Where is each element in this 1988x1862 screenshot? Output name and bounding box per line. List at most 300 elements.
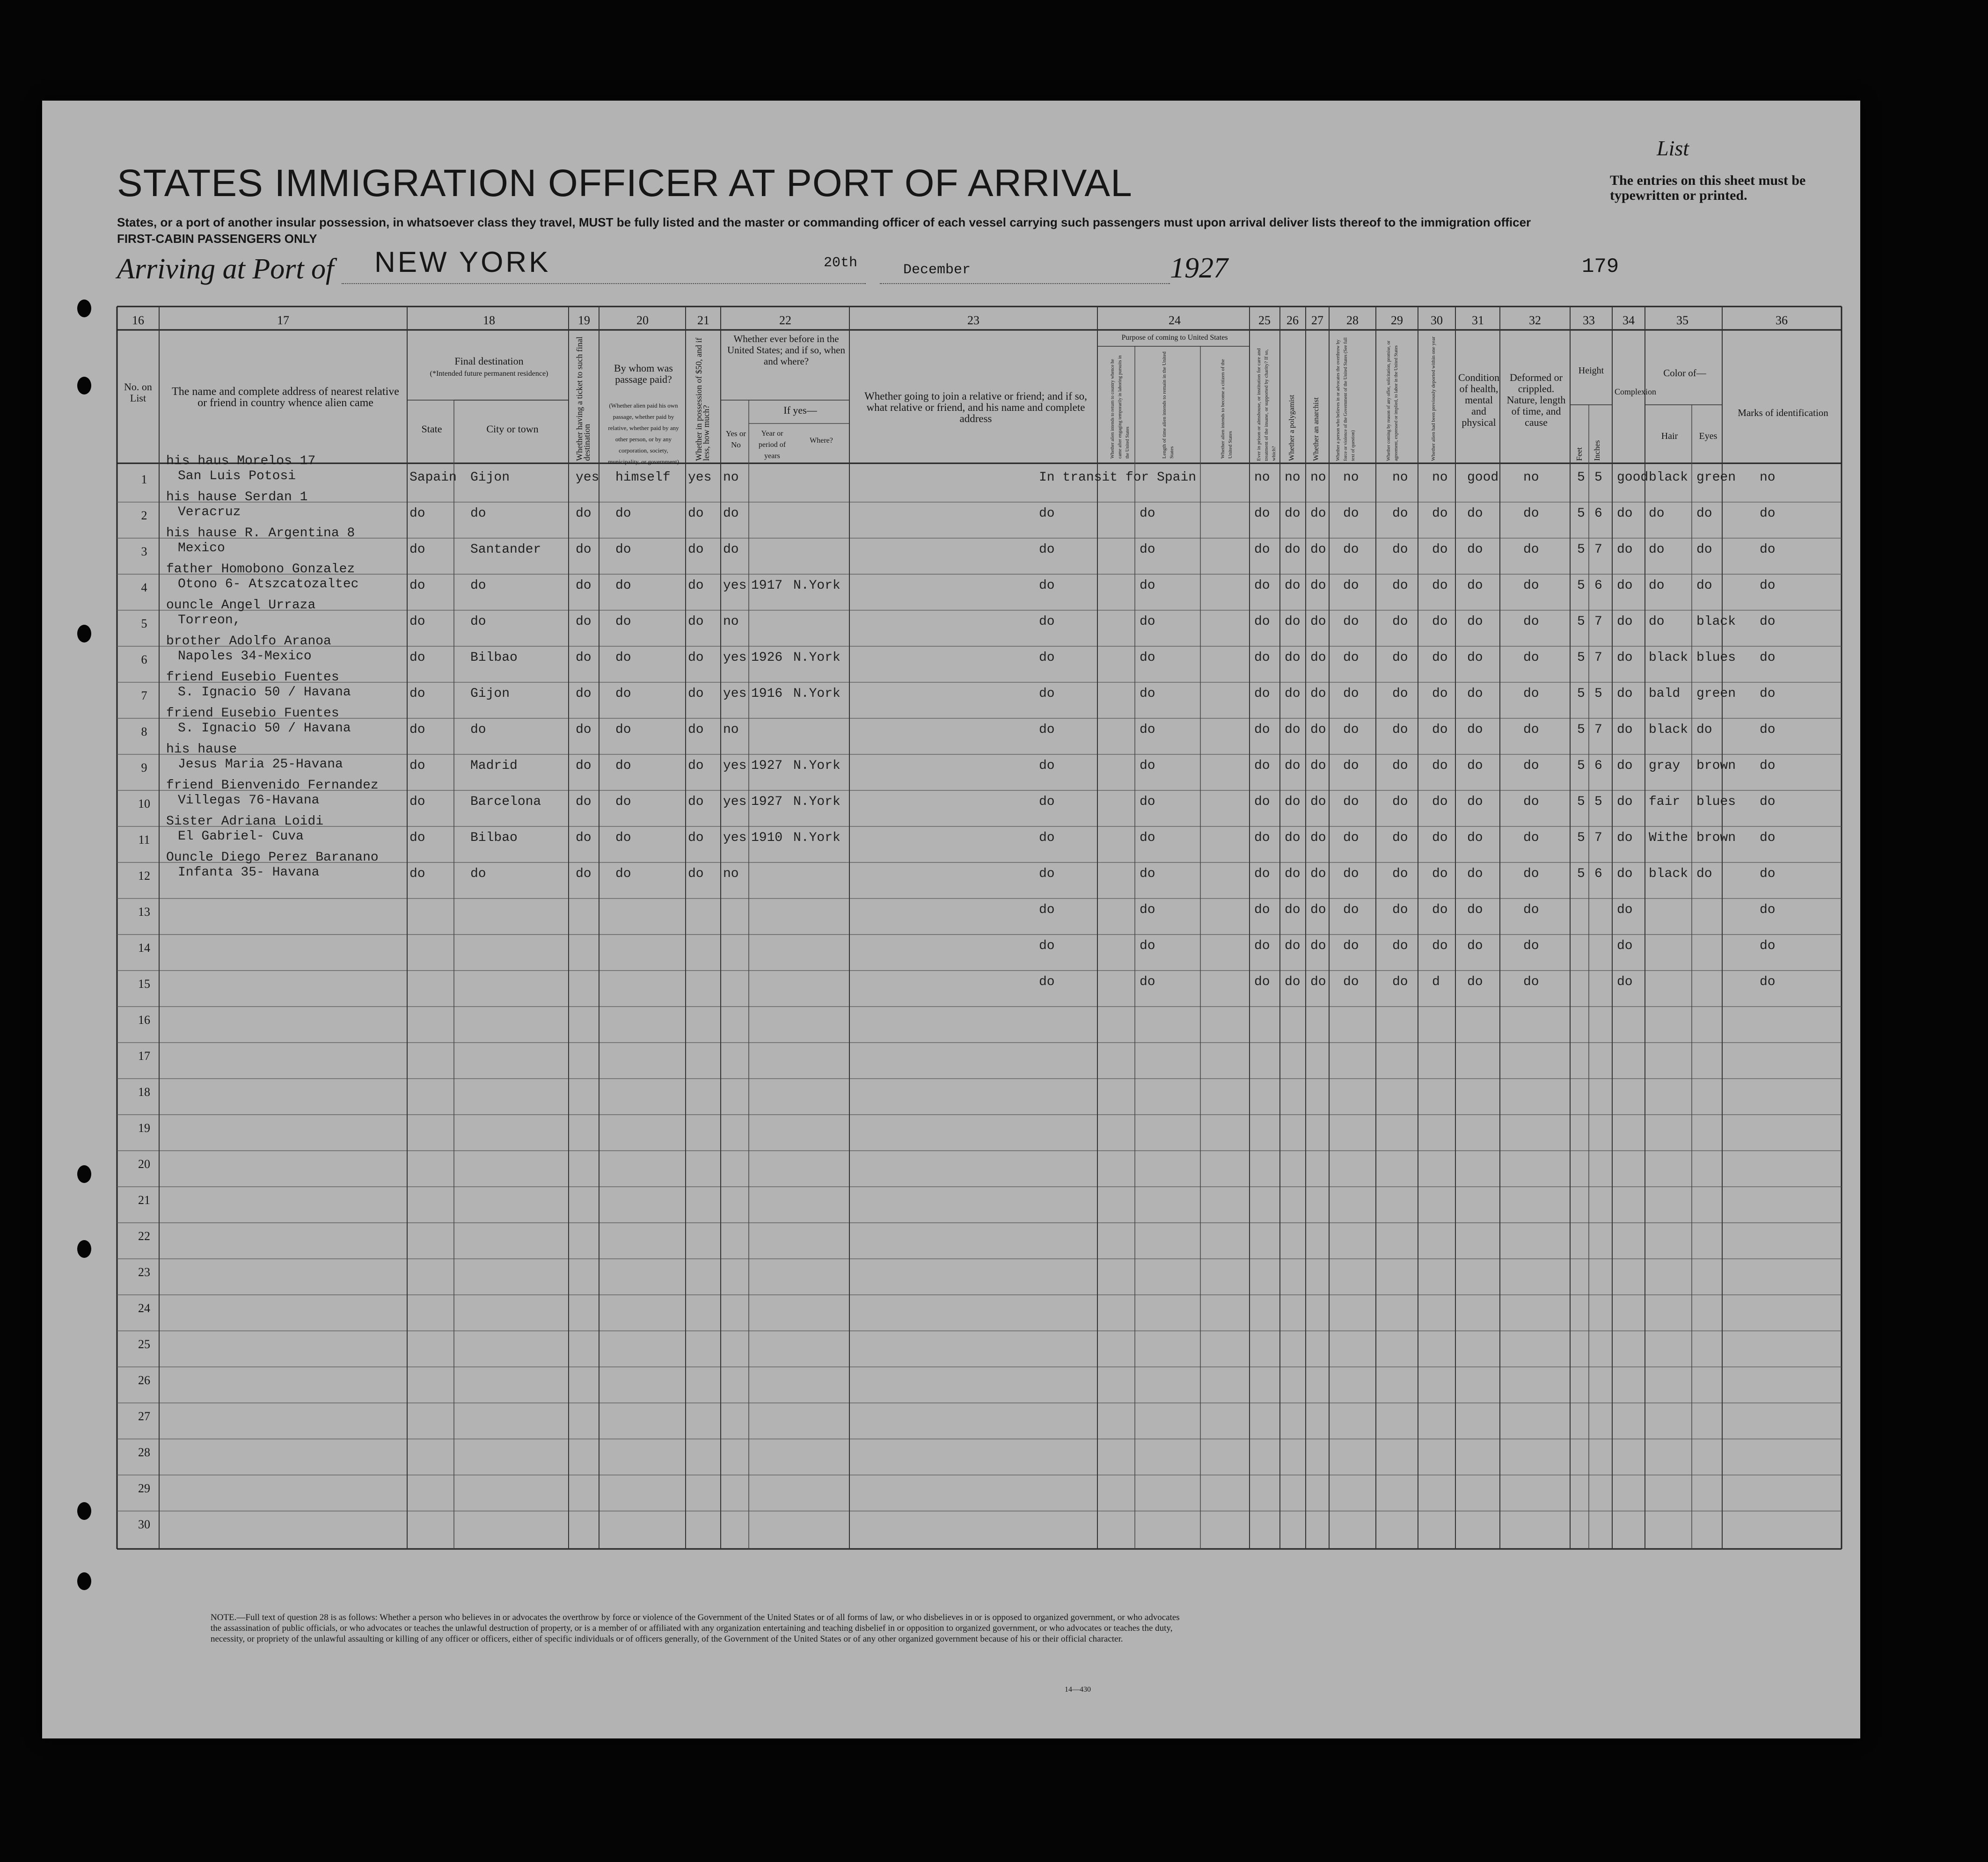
cell-eyes: green: [1696, 470, 1736, 485]
cell-q24: do: [1140, 542, 1155, 557]
cell-q30: no: [1432, 470, 1448, 485]
cell-before: yes: [723, 578, 747, 593]
cell-hair: bald: [1649, 686, 1681, 701]
cell-q29: do: [1392, 686, 1408, 701]
cell-joining: do: [1039, 686, 1055, 701]
cell-eyes: do: [1696, 506, 1712, 521]
cell-year: 1910: [751, 831, 783, 845]
header-where: Where?: [810, 437, 833, 445]
cell-q25: do: [1254, 506, 1270, 521]
column-number: 22: [779, 314, 791, 327]
cell-hair: do: [1649, 614, 1665, 629]
cell-inches: 7: [1594, 614, 1602, 629]
cell-q26: do: [1285, 542, 1301, 557]
cell-relative-1: his hause R. Argentina 8: [166, 526, 355, 540]
cell-deformed: do: [1523, 650, 1539, 665]
cell-deformed: do: [1523, 759, 1539, 773]
cell-year: 1916: [751, 686, 783, 701]
header-inches: Inches: [1593, 440, 1601, 461]
cell-state: do: [409, 542, 425, 557]
cell-eyes: do: [1696, 542, 1712, 557]
cell-q29: do: [1392, 939, 1408, 953]
cell-q29: do: [1392, 795, 1408, 809]
cell-deformed: do: [1523, 867, 1539, 881]
cell-health: do: [1467, 867, 1483, 881]
date-month: December: [903, 262, 971, 278]
cell-marks: do: [1760, 831, 1776, 845]
cell-marks: do: [1760, 903, 1776, 917]
row-number: 20: [138, 1157, 150, 1171]
header-purpose-a: Whether alien intends to return to country whence he came after engaging temporarily in laboring pursuits in the United States: [1110, 355, 1130, 459]
cell-before: yes: [723, 795, 747, 809]
cell-q26: do: [1285, 506, 1301, 521]
cell-before: yes: [723, 759, 747, 773]
cell-health: do: [1467, 650, 1483, 665]
cell-q27: do: [1310, 831, 1326, 845]
header-ticket: Whether having a ticket to such final destination: [575, 336, 592, 461]
cell-paid: do: [615, 795, 631, 809]
cell-where: N.York: [793, 578, 841, 593]
cell-fifty: do: [688, 831, 704, 845]
cell-health: do: [1467, 614, 1483, 629]
cell-deformed: do: [1523, 903, 1539, 917]
cell-eyes: brown: [1696, 759, 1736, 773]
cell-q28: do: [1343, 975, 1359, 989]
cell-q30: do: [1432, 614, 1448, 629]
cell-q30: do: [1432, 686, 1448, 701]
cell-q24: do: [1140, 867, 1155, 881]
entries-note: The entries on this sheet must be typewritten or printed.: [1610, 173, 1806, 203]
cell-complexion: do: [1617, 614, 1633, 629]
header-ever-before: Whether ever before in the United States; and if so, when and where?: [727, 333, 845, 367]
cell-hair: black: [1649, 723, 1688, 737]
cell-q26: do: [1285, 723, 1301, 737]
cell-joining: do: [1039, 542, 1055, 557]
cell-q25: do: [1254, 831, 1270, 845]
cell-relative-1: his hause: [166, 742, 237, 757]
cell-marks: do: [1760, 686, 1776, 701]
cell-q25: do: [1254, 795, 1270, 809]
cell-state: do: [409, 614, 425, 629]
cell-complexion: do: [1617, 723, 1633, 737]
class-label: FIRST-CABIN PASSENGERS ONLY: [117, 232, 317, 246]
cell-inches: 7: [1594, 723, 1602, 737]
cell-q28: do: [1343, 759, 1359, 773]
cell-city: Bilbao: [470, 650, 518, 665]
cell-q24: do: [1140, 650, 1155, 665]
cell-hair: black: [1649, 470, 1688, 485]
cell-marks: do: [1760, 939, 1776, 953]
header-polygamist: Whether a polygamist: [1288, 394, 1296, 461]
cell-q29: do: [1392, 759, 1408, 773]
cell-q29: do: [1392, 723, 1408, 737]
cell-year: 1926: [751, 650, 783, 665]
cell-health: good: [1467, 470, 1499, 485]
cell-q30: do: [1432, 650, 1448, 665]
cell-health: do: [1467, 759, 1483, 773]
cell-inches: 7: [1594, 542, 1602, 557]
cell-relative-1: Ouncle Diego Perez Baranano: [166, 850, 379, 865]
cell-inches: 6: [1594, 759, 1602, 773]
cell-q30: d: [1432, 975, 1440, 989]
cell-relative-2: S. Ignacio 50 / Havana: [178, 685, 351, 700]
column-number: 28: [1346, 314, 1359, 327]
header-color-of: Color of—: [1663, 367, 1706, 379]
cell-q30: do: [1432, 903, 1448, 917]
cell-paid: do: [615, 867, 631, 881]
cell-q30: do: [1432, 759, 1448, 773]
header-yes-no: Yes or No: [725, 429, 746, 449]
column-number: 24: [1169, 314, 1181, 327]
cell-joining: do: [1039, 506, 1055, 521]
column-number: 36: [1776, 314, 1788, 327]
header-q29: Whether coming by reason of any offer, solicitation, promise, or agreement, expressed or implied, to labor in the United States: [1386, 340, 1399, 461]
cell-eyes: do: [1696, 723, 1712, 737]
cell-before: no: [723, 723, 739, 737]
row-number: 25: [138, 1337, 150, 1351]
cell-marks: do: [1760, 506, 1776, 521]
cell-fifty: do: [688, 795, 704, 809]
column-number: 30: [1431, 314, 1443, 327]
cell-hair: do: [1649, 578, 1665, 593]
cell-feet: 5: [1577, 686, 1585, 701]
cell-deformed: do: [1523, 578, 1539, 593]
cell-q30: do: [1432, 578, 1448, 593]
cell-q26: do: [1285, 578, 1301, 593]
cell-hair: do: [1649, 542, 1665, 557]
cell-relative-1: his haus Morelos 17: [166, 454, 316, 468]
cell-feet: 5: [1577, 578, 1585, 593]
footnote: NOTE.—Full text of question 28 is as follows: Whether a person who believes in or advocates the overthrow by force or violence of the Government of the United States or of all forms of law, or who disbelieves in or is opposed to organized government, or who advocates the assassination of public officials, or who advocates or teaches the unlawful destruction of property, or is a member of or affiliated with any organization entertaining and teaching disbelief in or opposition to organized government, or who advocates or teaches the duty, necessity, or propriety of the unlawful assaulting or killing of any officer or officers, either of specific individuals or of officers generally, of the Government of the United States or of any other organized government because of his or their official character.: [211, 1613, 1180, 1644]
row-number: 12: [138, 869, 150, 883]
cell-health: do: [1467, 686, 1483, 701]
page-subtitle: States, or a port of another insular possession, in whatsoever class they travel, MUST be fully listed and the master or commanding officer of each vessel carrying such passengers must upon arrival deliver lists thereof to the immigration officer: [117, 215, 1531, 229]
row-number: 11: [138, 833, 150, 847]
cell-city: Bilbao: [470, 831, 518, 845]
cell-q26: no: [1285, 470, 1301, 485]
cell-before: no: [723, 614, 739, 629]
cell-relative-2: San Luis Potosi: [178, 469, 296, 483]
cell-q27: no: [1310, 470, 1326, 485]
header-complexion: Complexion: [1615, 387, 1656, 396]
cell-complexion: do: [1617, 578, 1633, 593]
column-number: 16: [132, 314, 144, 327]
cell-where: N.York: [793, 650, 841, 665]
cell-feet: 5: [1577, 759, 1585, 773]
row-number: 22: [138, 1229, 150, 1243]
column-number: 32: [1529, 314, 1541, 327]
binder-hole: [77, 1572, 91, 1590]
binder-hole: [77, 1165, 91, 1183]
cell-complexion: do: [1617, 759, 1633, 773]
header-if-yes: If yes—: [783, 404, 817, 416]
header-passage-note: (Whether alien paid his own passage, whether paid by relative, whether paid by any other person, or by any corporation, society, municipality, or government): [608, 402, 679, 465]
row-number: 8: [141, 725, 147, 738]
cell-q28: do: [1343, 686, 1359, 701]
row-number: 14: [138, 941, 150, 955]
cell-ticket: do: [576, 506, 592, 521]
cell-city: do: [470, 614, 486, 629]
row-number: 15: [138, 977, 150, 991]
header-hair: Hair: [1661, 431, 1678, 441]
cell-health: do: [1467, 578, 1483, 593]
cell-q29: do: [1392, 903, 1408, 917]
cell-ticket: do: [576, 542, 592, 557]
cell-marks: do: [1760, 759, 1776, 773]
header-final-destination: Final destination: [454, 355, 524, 367]
header-no-on-list: No. on List: [124, 381, 152, 404]
cell-city: Madrid: [470, 759, 518, 773]
cell-q27: do: [1310, 686, 1326, 701]
cell-fifty: do: [688, 650, 704, 665]
cell-fifty: do: [688, 506, 704, 521]
row-number: 2: [141, 509, 147, 522]
header-marks: Marks of identification: [1738, 407, 1828, 418]
cell-q24: do: [1140, 506, 1155, 521]
cell-where: N.York: [793, 831, 841, 845]
cell-fifty: do: [688, 542, 704, 557]
cell-q29: no: [1392, 470, 1408, 485]
cell-joining: do: [1039, 723, 1055, 737]
cell-q27: do: [1310, 723, 1326, 737]
cell-relative-1: ouncle Angel Urraza: [166, 598, 316, 613]
cell-q29: do: [1392, 867, 1408, 881]
cell-ticket: yes: [576, 470, 599, 485]
column-number: 18: [483, 314, 495, 327]
cell-marks: do: [1760, 867, 1776, 881]
cell-before: do: [723, 542, 739, 557]
cell-relative-2: Villegas 76-Havana: [178, 793, 320, 808]
cell-q25: do: [1254, 975, 1270, 989]
cell-complexion: do: [1617, 867, 1633, 881]
binder-hole: [77, 299, 91, 317]
binder-hole: [77, 625, 91, 643]
cell-relative-2: Torreon,: [178, 613, 241, 628]
cell-city: do: [470, 506, 486, 521]
cell-ticket: do: [576, 759, 592, 773]
cell-q28: do: [1343, 831, 1359, 845]
row-number: 4: [141, 581, 147, 594]
arriving-label: Arriving at Port of: [117, 253, 334, 285]
cell-year: 1917: [751, 578, 783, 593]
cell-relative-2: S. Ignacio 50 / Havana: [178, 721, 351, 736]
cell-q29: do: [1392, 831, 1408, 845]
cell-q28: do: [1343, 903, 1359, 917]
header-purpose-c: Whether alien intends to become a citizen of the United States: [1220, 359, 1233, 459]
row-number: 21: [138, 1193, 150, 1207]
row-number: 27: [138, 1409, 150, 1423]
cell-q26: do: [1285, 686, 1301, 701]
cell-q24: do: [1140, 759, 1155, 773]
cell-relative-1: friend Bienvenido Fernandez: [166, 778, 379, 793]
header-purpose-b: Length of time alien intends to remain in the United States: [1162, 351, 1175, 459]
cell-feet: 5: [1577, 867, 1585, 881]
cell-q28: do: [1343, 614, 1359, 629]
cell-q30: do: [1432, 939, 1448, 953]
cell-complexion: do: [1617, 686, 1633, 701]
cell-city: Barcelona: [470, 795, 541, 809]
cell-q25: do: [1254, 686, 1270, 701]
cell-state: do: [409, 867, 425, 881]
cell-q28: do: [1343, 867, 1359, 881]
binder-hole: [77, 377, 91, 394]
cell-health: do: [1467, 903, 1483, 917]
cell-q29: do: [1392, 542, 1408, 557]
binder-hole: [77, 1240, 91, 1258]
column-number: 33: [1583, 314, 1595, 327]
cell-health: do: [1467, 795, 1483, 809]
cell-inches: 5: [1594, 470, 1602, 485]
cell-q28: do: [1343, 723, 1359, 737]
cell-before: no: [723, 470, 739, 485]
column-number: 23: [967, 314, 979, 327]
cell-q30: do: [1432, 867, 1448, 881]
cell-hair: fair: [1649, 795, 1681, 809]
cell-complexion: do: [1617, 795, 1633, 809]
cell-q28: do: [1343, 650, 1359, 665]
cell-deformed: do: [1523, 506, 1539, 521]
cell-q24: do: [1140, 939, 1155, 953]
cell-joining: do: [1039, 939, 1055, 953]
cell-feet: 5: [1577, 614, 1585, 629]
column-number: 29: [1391, 314, 1403, 327]
cell-city: Santander: [470, 542, 541, 557]
header-joining: Whether going to join a relative or friend; and if so, what relative or friend, and his name and complete address: [864, 390, 1087, 424]
header-city: City or town: [486, 423, 539, 435]
cell-q26: do: [1285, 939, 1301, 953]
column-number: 21: [697, 314, 709, 327]
header-nearest-relative: The name and complete address of nearest relative or friend in country whence alien came: [172, 386, 399, 409]
cell-joining: do: [1039, 759, 1055, 773]
cell-q27: do: [1310, 939, 1326, 953]
cell-q28: do: [1343, 795, 1359, 809]
cell-q26: do: [1285, 759, 1301, 773]
cell-state: do: [409, 759, 425, 773]
cell-q29: do: [1392, 614, 1408, 629]
cell-q28: no: [1343, 470, 1359, 485]
cell-state: Sapain: [409, 470, 457, 485]
row-number: 28: [138, 1446, 150, 1459]
column-number: 19: [578, 314, 590, 327]
cell-paid: do: [615, 614, 631, 629]
cell-deformed: no: [1523, 470, 1539, 485]
cell-joining: do: [1039, 795, 1055, 809]
cell-joining: do: [1039, 867, 1055, 881]
header-feet: Feet: [1575, 447, 1584, 461]
cell-state: do: [409, 795, 425, 809]
cell-fifty: do: [688, 578, 704, 593]
cell-q27: do: [1310, 650, 1326, 665]
cell-complexion: do: [1617, 831, 1633, 845]
header-purpose: Purpose of coming to United States: [1121, 334, 1228, 342]
cell-ticket: do: [576, 578, 592, 593]
cell-complexion: do: [1617, 542, 1633, 557]
column-number: 20: [636, 314, 649, 327]
row-number: 3: [141, 545, 147, 558]
cell-inches: 6: [1594, 506, 1602, 521]
cell-city: Gijon: [470, 470, 510, 485]
cell-city: do: [470, 723, 486, 737]
column-number: 35: [1676, 314, 1688, 327]
cell-feet: 5: [1577, 650, 1585, 665]
cell-marks: do: [1760, 723, 1776, 737]
cell-q30: do: [1432, 831, 1448, 845]
row-number: 24: [138, 1301, 150, 1315]
cell-q30: do: [1432, 795, 1448, 809]
row-number: 10: [138, 797, 150, 811]
column-number: 34: [1623, 314, 1635, 327]
cell-q29: do: [1392, 578, 1408, 593]
cell-joining: do: [1039, 831, 1055, 845]
cell-inches: 7: [1594, 831, 1602, 845]
header-final-destination-note: (*Intended future permanent residence): [430, 370, 548, 378]
cell-hair: gray: [1649, 759, 1681, 773]
row-number: 30: [138, 1518, 150, 1531]
cell-eyes: do: [1696, 578, 1712, 593]
cell-inches: 6: [1594, 578, 1602, 593]
row-number: 18: [138, 1085, 150, 1099]
cell-paid: do: [615, 650, 631, 665]
column-number: 25: [1258, 314, 1271, 327]
cell-inches: 5: [1594, 795, 1602, 809]
cell-relative-1: brother Adolfo Aranoa: [166, 634, 331, 649]
cell-q25: do: [1254, 723, 1270, 737]
binder-hole: [77, 1502, 91, 1520]
column-number: 26: [1286, 314, 1299, 327]
cell-deformed: do: [1523, 831, 1539, 845]
cell-hair: Withe: [1649, 831, 1688, 845]
header-anarchist: Whether an anarchist: [1312, 397, 1320, 461]
cell-health: do: [1467, 831, 1483, 845]
cell-joining: do: [1039, 975, 1055, 989]
cell-feet: 5: [1577, 795, 1585, 809]
cell-q25: do: [1254, 759, 1270, 773]
cell-complexion: do: [1617, 975, 1633, 989]
cell-joining: do: [1039, 578, 1055, 593]
cell-paid: do: [615, 578, 631, 593]
cell-q25: do: [1254, 867, 1270, 881]
cell-q26: do: [1285, 867, 1301, 881]
row-number: 13: [138, 905, 150, 919]
cell-paid: do: [615, 831, 631, 845]
cell-q27: do: [1310, 795, 1326, 809]
header-q30: Whether alien had been previously deported within one year: [1431, 336, 1436, 461]
cell-deformed: do: [1523, 975, 1539, 989]
sheet-number: 179: [1582, 255, 1619, 278]
cell-q25: do: [1254, 939, 1270, 953]
list-label: List: [1657, 136, 1689, 160]
cell-year: 1927: [751, 795, 783, 809]
cell-q26: do: [1285, 831, 1301, 845]
cell-q27: do: [1310, 542, 1326, 557]
cell-feet: 5: [1577, 831, 1585, 845]
table-grid: [42, 101, 1860, 1738]
cell-ticket: do: [576, 723, 592, 737]
row-number: 1: [141, 473, 147, 486]
cell-ticket: do: [576, 867, 592, 881]
cell-q27: do: [1310, 867, 1326, 881]
cell-deformed: do: [1523, 686, 1539, 701]
cell-q28: do: [1343, 542, 1359, 557]
cell-relative-2: Veracruz: [178, 505, 241, 519]
cell-marks: do: [1760, 795, 1776, 809]
cell-q25: do: [1254, 578, 1270, 593]
cell-paid: do: [615, 506, 631, 521]
cell-q24: do: [1140, 686, 1155, 701]
cell-before: yes: [723, 831, 747, 845]
cell-eyes: blues: [1696, 795, 1736, 809]
cell-before: no: [723, 867, 739, 881]
